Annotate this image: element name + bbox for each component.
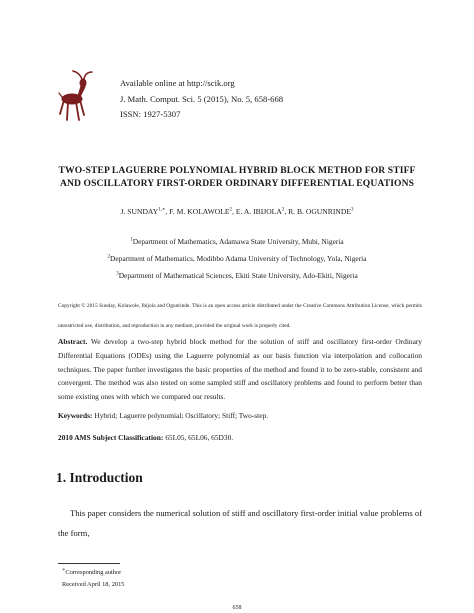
ams-classification (58, 433, 422, 442)
affiliation-sup: 3 (116, 271, 119, 277)
author-name: E. A. IBIJOLA (235, 207, 282, 216)
journal-header (120, 76, 283, 123)
journal-logo (58, 70, 98, 122)
author-name: J. SUNDAY (120, 207, 159, 216)
affiliation-text: Department of Mathematics, Adamawa State University, Mubi, Nigeria (132, 237, 344, 246)
affiliation-3 (40, 271, 434, 280)
keywords-text: Hybrid; Laguerre polynomial; Oscillatory; Stiff; Two-step. (94, 411, 269, 420)
section-heading: 1. Introduction (56, 470, 143, 485)
affiliation-text: Department of Mathematics, Modibbo Adama University of Technology, Yola, Nigeria (110, 254, 367, 263)
author-sup: 3 (281, 207, 285, 213)
copyright-notice: Copyright © 2015 Sunday, Kolawole, Ibijola and Ogunrinde. This is an open access article distributed under the Creative Commons Attribution License, which permits unrestricted use, distribution, and reproduction in any medium, provided the original work is properly cited. (58, 303, 422, 329)
received-date: Received April 18, 2015 (62, 580, 125, 588)
ams-text: 65L05, 65L06, 65D30. (165, 433, 234, 442)
affiliation-2 (40, 254, 434, 263)
intro-paragraph (58, 503, 422, 543)
footnote-mark: ∗ (62, 567, 66, 573)
ams-label: 2010 AMS Subject Classification: (58, 433, 164, 442)
keywords-label: Keywords: (58, 411, 93, 420)
title-line-2: AND OSCILLATORY FIRST-ORDER ORDINARY DIFFERENTIAL EQUATIONS (59, 178, 415, 189)
available-online-link[interactable]: Available online at http://scik.org (120, 78, 235, 88)
author-sup: 2 (229, 207, 233, 213)
author-sup: 3 (350, 207, 354, 213)
affiliation-sup: 2 (107, 254, 111, 260)
keywords (58, 411, 422, 420)
abstract (58, 335, 422, 404)
author-sup: 1,∗ (158, 207, 166, 213)
affiliation-sup: 1 (130, 237, 133, 243)
footnote-text: Corresponding author (65, 569, 122, 576)
abstract-text: We develop a two-step hybrid block method for the solution of stiff and oscillatory first-order Ordinary Differential Equations (ODEs) using the Laguerre polynomial as our basis function via interpolation and collocation techniques. The paper further investigates the basic properties of the method and found it to be zero-stable, consistent and convergent. The method was also tested on some sampled stiff and oscillatory problems and found to perform better than some existing ones with which we compared our results. (58, 337, 422, 402)
abstract-label: Abstract. (58, 337, 88, 346)
page-number: 658 (232, 605, 242, 611)
footnote (62, 567, 124, 590)
intro-text: This paper considers the numerical solution of stiff and oscillatory first-order initial value problems of the form, (58, 508, 422, 538)
antelope-logo-icon (58, 70, 98, 122)
author-list: J. $SUNDAY^{1,∗}$, F. M. KOLAWOLE$^2$, E. A. IBIJOLA$^3$, R. B. OGUNRINDE$^3$ (120, 207, 354, 216)
author-name: R. B. OGUNRINDE (288, 207, 351, 216)
journal-citation: J. Math. Comput. Sci. 5 (2015), No. 5, 658-668 (120, 93, 284, 104)
affiliation-text: Department of Mathematical Sciences, Ekiti State University, Ado-Ekiti, Nigeria (118, 271, 358, 280)
paper-title (40, 164, 434, 190)
journal-issn: ISSN: 1927-5307 (120, 109, 181, 119)
title-line-1: TWO-STEP LAGUERRE POLYNOMIAL HYBRID BLOCK METHOD FOR STIFF (58, 165, 416, 176)
footnote-divider (58, 563, 120, 564)
author-name: F. M. KOLAWOLE (169, 207, 230, 216)
affiliation-1 (40, 237, 434, 246)
